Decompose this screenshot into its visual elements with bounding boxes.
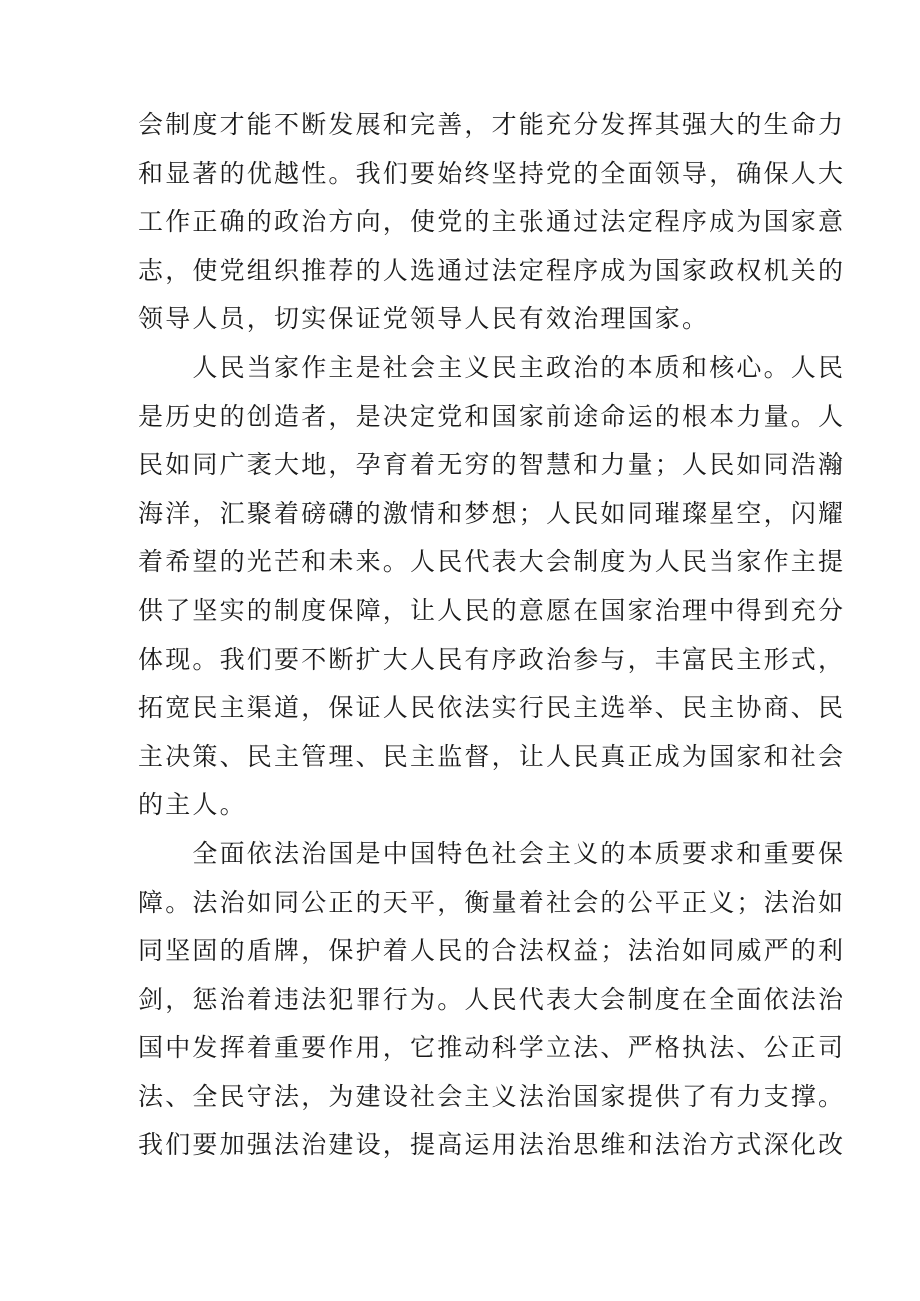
text-line: 的主人。 — [138, 790, 247, 820]
text-line: 领导人员，切实保证党领导人民有效治理国家。 — [138, 304, 710, 334]
text-line: 障。法治如同公正的天平，衡量着社会的公平正义；法治如 — [138, 887, 846, 917]
text-line: 我们要加强法治建设，提高运用法治思维和法治方式深化改 — [138, 1130, 846, 1160]
text-line: 和显著的优越性。我们要始终坚持党的全面领导，确保人大 — [138, 158, 846, 188]
text-line: 供了坚实的制度保障，让人民的意愿在国家治理中得到充分 — [138, 595, 846, 625]
text-line: 会制度才能不断发展和完善，才能充分发挥其强大的生命力 — [138, 110, 846, 139]
paragraph-2 — [138, 344, 846, 830]
text-line: 国中发挥着重要作用，它推动科学立法、严格执法、公正司 — [138, 1033, 846, 1063]
text-line: 是历史的创造者，是决定党和国家前途命运的根本力量。人 — [138, 401, 846, 431]
text-line: 志，使党组织推荐的人选通过法定程序成为国家政权机关的 — [138, 255, 846, 285]
text-line: 民如同广袤大地，孕育着无穷的智慧和力量；人民如同浩瀚 — [138, 450, 846, 480]
text-line: 全面依法治国是中国特色社会主义的本质要求和重要保 — [138, 838, 846, 868]
text-line: 主决策、民主管理、民主监督，让人民真正成为国家和社会 — [138, 741, 846, 771]
document-body — [138, 101, 846, 1170]
text-line: 工作正确的政治方向，使党的主张通过法定程序成为国家意 — [138, 207, 846, 237]
text-line: 海洋，汇聚着磅礴的激情和梦想；人民如同璀璨星空，闪耀 — [138, 498, 846, 528]
text-line: 法、全民守法，为建设社会主义法治国家提供了有力支撑。 — [138, 1081, 846, 1111]
paragraph-1 — [138, 101, 846, 344]
text-line: 着希望的光芒和未来。人民代表大会制度为人民当家作主提 — [138, 547, 846, 577]
text-line: 体现。我们要不断扩大人民有序政治参与，丰富民主形式， — [138, 644, 846, 674]
text-line: 拓宽民主渠道，保证人民依法实行民主选举、民主协商、民 — [138, 693, 846, 723]
text-line: 剑，惩治着违法犯罪行为。人民代表大会制度在全面依法治 — [138, 984, 846, 1014]
text-line: 同坚固的盾牌，保护着人民的合法权益；法治如同威严的利 — [138, 936, 846, 966]
paragraph-3 — [138, 830, 846, 1170]
text-line: 人民当家作主是社会主义民主政治的本质和核心。人民 — [138, 352, 846, 382]
